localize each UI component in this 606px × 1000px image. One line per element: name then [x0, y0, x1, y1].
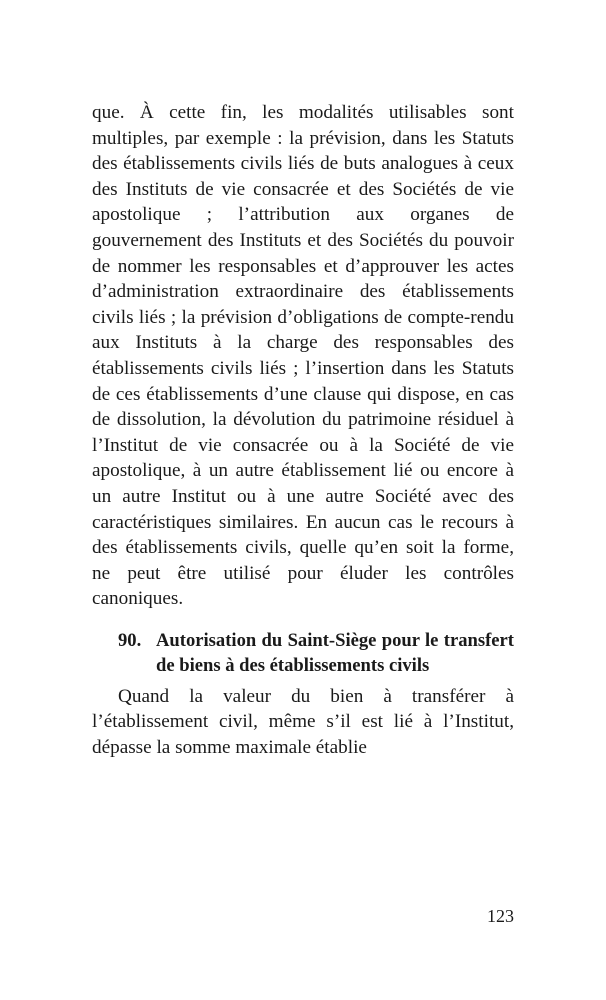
section-heading	[92, 628, 514, 678]
section-number: 90.	[118, 629, 142, 651]
page-body	[92, 100, 514, 761]
body-paragraph-continued: Quand la valeur du bien à transférer à l’établissement civil, même s’il est lié à l’Institut, dépasse la somme maximale établie	[92, 685, 514, 759]
page-number: 123	[487, 906, 514, 926]
body-paragraph: que. À cette fin, les modalités utilisables sont multiples, par exemple : la prévision, dans les Statuts des établissements civils liés de buts analogues à ceux des Instituts de vie consacrée et des Sociétés de vie apostolique ; l’attribution aux organes de gouvernement des Instituts et des Sociétés du pouvoir de nommer les responsables et d’approuver les actes d’administration extraordinaire des établissements civils liés ; la prévision d’obligations de compte-rendu aux Instituts à la charge des responsables des établissements civils liés ; l’insertion dans les Statuts de ces établissements d’une clause qui dispose, en cas de dissolution, la dévolution du patrimoine résiduel à l’Institut de vie consacrée ou à la Société de vie apostolique, à un autre établissement lié ou encore à un autre Institut ou à une autre Société avec des caractéristiques similaires. En aucun cas le recours à des établissements civils, quelle qu’en soit la forme, ne peut être utilisé pour éluder les contrôles canoniques.	[92, 102, 514, 610]
section-title: Autorisation du Saint-Siège pour le transfert de biens à des établissements civils	[156, 629, 514, 676]
